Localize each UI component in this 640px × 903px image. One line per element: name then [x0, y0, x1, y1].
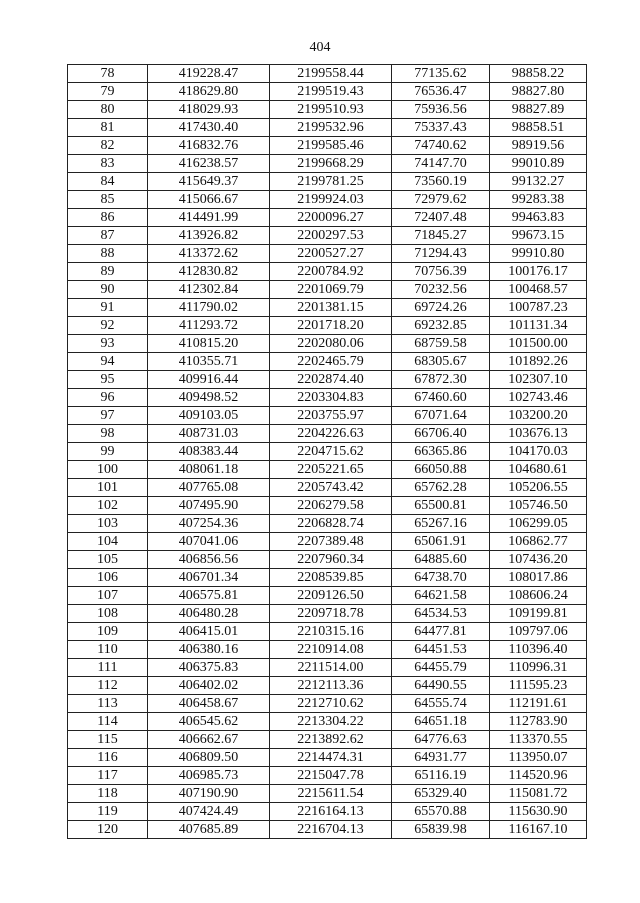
value-b-cell: 2200096.27	[270, 209, 392, 227]
table-row	[68, 173, 587, 191]
value-b-cell: 2199532.96	[270, 119, 392, 137]
value-a-cell: 412830.82	[148, 263, 270, 281]
point-number-cell: 110	[68, 641, 148, 659]
value-c-cell: 73560.19	[392, 173, 490, 191]
table-row	[68, 425, 587, 443]
value-b-cell: 2213892.62	[270, 731, 392, 749]
table-row	[68, 479, 587, 497]
table-row	[68, 227, 587, 245]
value-b-cell: 2199668.29	[270, 155, 392, 173]
value-b-cell: 2201718.20	[270, 317, 392, 335]
value-a-cell: 407424.49	[148, 803, 270, 821]
point-number-cell: 95	[68, 371, 148, 389]
value-a-cell: 409498.52	[148, 389, 270, 407]
coordinate-table-body	[68, 65, 587, 839]
value-b-cell: 2216164.13	[270, 803, 392, 821]
value-d-cell: 98919.56	[490, 137, 587, 155]
value-b-cell: 2210315.16	[270, 623, 392, 641]
value-d-cell: 110396.40	[490, 641, 587, 659]
value-b-cell: 2213304.22	[270, 713, 392, 731]
value-d-cell: 113950.07	[490, 749, 587, 767]
point-number-cell: 109	[68, 623, 148, 641]
value-a-cell: 416238.57	[148, 155, 270, 173]
table-row	[68, 443, 587, 461]
value-a-cell: 413926.82	[148, 227, 270, 245]
table-row	[68, 137, 587, 155]
coordinate-table	[67, 64, 587, 839]
value-a-cell: 418029.93	[148, 101, 270, 119]
value-c-cell: 69724.26	[392, 299, 490, 317]
point-number-cell: 90	[68, 281, 148, 299]
point-number-cell: 96	[68, 389, 148, 407]
value-c-cell: 74147.70	[392, 155, 490, 173]
value-b-cell: 2202874.40	[270, 371, 392, 389]
table-row	[68, 569, 587, 587]
value-d-cell: 109797.06	[490, 623, 587, 641]
point-number-cell: 79	[68, 83, 148, 101]
value-a-cell: 415066.67	[148, 191, 270, 209]
point-number-cell: 113	[68, 695, 148, 713]
table-row	[68, 65, 587, 83]
value-d-cell: 108017.86	[490, 569, 587, 587]
value-d-cell: 99283.38	[490, 191, 587, 209]
value-a-cell: 406545.62	[148, 713, 270, 731]
value-b-cell: 2215047.78	[270, 767, 392, 785]
value-a-cell: 411790.02	[148, 299, 270, 317]
value-b-cell: 2204715.62	[270, 443, 392, 461]
table-row	[68, 209, 587, 227]
value-c-cell: 64555.74	[392, 695, 490, 713]
table-row	[68, 533, 587, 551]
value-d-cell: 101131.34	[490, 317, 587, 335]
table-row	[68, 263, 587, 281]
point-number-cell: 89	[68, 263, 148, 281]
table-row	[68, 191, 587, 209]
point-number-cell: 82	[68, 137, 148, 155]
value-d-cell: 100176.17	[490, 263, 587, 281]
value-b-cell: 2203755.97	[270, 407, 392, 425]
value-d-cell: 99910.80	[490, 245, 587, 263]
point-number-cell: 80	[68, 101, 148, 119]
value-c-cell: 65061.91	[392, 533, 490, 551]
value-c-cell: 65762.28	[392, 479, 490, 497]
value-b-cell: 2207960.34	[270, 551, 392, 569]
value-c-cell: 64738.70	[392, 569, 490, 587]
value-a-cell: 408383.44	[148, 443, 270, 461]
table-row	[68, 551, 587, 569]
point-number-cell: 100	[68, 461, 148, 479]
point-number-cell: 119	[68, 803, 148, 821]
value-c-cell: 65267.16	[392, 515, 490, 533]
table-row	[68, 83, 587, 101]
point-number-cell: 78	[68, 65, 148, 83]
value-d-cell: 115630.90	[490, 803, 587, 821]
value-d-cell: 98858.51	[490, 119, 587, 137]
value-b-cell: 2200784.92	[270, 263, 392, 281]
point-number-cell: 81	[68, 119, 148, 137]
value-a-cell: 407495.90	[148, 497, 270, 515]
value-d-cell: 99132.27	[490, 173, 587, 191]
table-row	[68, 101, 587, 119]
point-number-cell: 118	[68, 785, 148, 803]
page-number: 404	[309, 40, 331, 55]
value-a-cell: 406375.83	[148, 659, 270, 677]
table-row	[68, 785, 587, 803]
value-b-cell: 2199781.25	[270, 173, 392, 191]
value-d-cell: 100787.23	[490, 299, 587, 317]
table-row	[68, 335, 587, 353]
value-a-cell: 406701.34	[148, 569, 270, 587]
value-b-cell: 2199924.03	[270, 191, 392, 209]
value-b-cell: 2205221.65	[270, 461, 392, 479]
value-b-cell: 2199519.43	[270, 83, 392, 101]
point-number-cell: 98	[68, 425, 148, 443]
value-c-cell: 68759.58	[392, 335, 490, 353]
value-d-cell: 106299.05	[490, 515, 587, 533]
value-d-cell: 100468.57	[490, 281, 587, 299]
value-c-cell: 71845.27	[392, 227, 490, 245]
value-a-cell: 419228.47	[148, 65, 270, 83]
table-row	[68, 605, 587, 623]
value-d-cell: 115081.72	[490, 785, 587, 803]
value-b-cell: 2201069.79	[270, 281, 392, 299]
value-a-cell: 412302.84	[148, 281, 270, 299]
table-row	[68, 353, 587, 371]
value-d-cell: 99010.89	[490, 155, 587, 173]
value-b-cell: 2208539.85	[270, 569, 392, 587]
table-row	[68, 821, 587, 839]
point-number-cell: 108	[68, 605, 148, 623]
value-b-cell: 2202465.79	[270, 353, 392, 371]
value-c-cell: 65570.88	[392, 803, 490, 821]
table-row	[68, 245, 587, 263]
table-row	[68, 677, 587, 695]
value-b-cell: 2206279.58	[270, 497, 392, 515]
value-b-cell: 2202080.06	[270, 335, 392, 353]
value-a-cell: 406380.16	[148, 641, 270, 659]
value-c-cell: 67071.64	[392, 407, 490, 425]
point-number-cell: 91	[68, 299, 148, 317]
table-row	[68, 641, 587, 659]
table-row	[68, 389, 587, 407]
value-d-cell: 99463.83	[490, 209, 587, 227]
value-a-cell: 408061.18	[148, 461, 270, 479]
value-c-cell: 66050.88	[392, 461, 490, 479]
value-c-cell: 65116.19	[392, 767, 490, 785]
point-number-cell: 87	[68, 227, 148, 245]
value-d-cell: 98858.22	[490, 65, 587, 83]
value-c-cell: 64931.77	[392, 749, 490, 767]
value-a-cell: 407254.36	[148, 515, 270, 533]
value-c-cell: 70756.39	[392, 263, 490, 281]
point-number-cell: 94	[68, 353, 148, 371]
value-d-cell: 103676.13	[490, 425, 587, 443]
value-b-cell: 2209126.50	[270, 587, 392, 605]
value-c-cell: 72979.62	[392, 191, 490, 209]
value-a-cell: 406480.28	[148, 605, 270, 623]
value-c-cell: 64477.81	[392, 623, 490, 641]
value-c-cell: 65329.40	[392, 785, 490, 803]
value-c-cell: 64490.55	[392, 677, 490, 695]
point-number-cell: 115	[68, 731, 148, 749]
table-row	[68, 515, 587, 533]
value-c-cell: 67872.30	[392, 371, 490, 389]
table-row	[68, 659, 587, 677]
value-d-cell: 114520.96	[490, 767, 587, 785]
value-b-cell: 2216704.13	[270, 821, 392, 839]
point-number-cell: 107	[68, 587, 148, 605]
table-row	[68, 749, 587, 767]
value-b-cell: 2199585.46	[270, 137, 392, 155]
value-c-cell: 70232.56	[392, 281, 490, 299]
value-a-cell: 410815.20	[148, 335, 270, 353]
value-d-cell: 116167.10	[490, 821, 587, 839]
value-d-cell: 105206.55	[490, 479, 587, 497]
point-number-cell: 116	[68, 749, 148, 767]
table-row	[68, 731, 587, 749]
value-d-cell: 102743.46	[490, 389, 587, 407]
point-number-cell: 86	[68, 209, 148, 227]
value-d-cell: 112783.90	[490, 713, 587, 731]
value-c-cell: 66706.40	[392, 425, 490, 443]
value-d-cell: 101892.26	[490, 353, 587, 371]
value-c-cell: 75337.43	[392, 119, 490, 137]
value-b-cell: 2205743.42	[270, 479, 392, 497]
table-row	[68, 587, 587, 605]
value-b-cell: 2201381.15	[270, 299, 392, 317]
value-c-cell: 66365.86	[392, 443, 490, 461]
value-b-cell: 2206828.74	[270, 515, 392, 533]
value-b-cell: 2214474.31	[270, 749, 392, 767]
point-number-cell: 88	[68, 245, 148, 263]
value-b-cell: 2200527.27	[270, 245, 392, 263]
value-a-cell: 406402.02	[148, 677, 270, 695]
value-b-cell: 2199510.93	[270, 101, 392, 119]
point-number-cell: 103	[68, 515, 148, 533]
value-a-cell: 406575.81	[148, 587, 270, 605]
point-number-cell: 97	[68, 407, 148, 425]
value-a-cell: 406415.01	[148, 623, 270, 641]
value-b-cell: 2207389.48	[270, 533, 392, 551]
value-d-cell: 103200.20	[490, 407, 587, 425]
value-b-cell: 2212113.36	[270, 677, 392, 695]
value-c-cell: 77135.62	[392, 65, 490, 83]
value-a-cell: 407041.06	[148, 533, 270, 551]
value-a-cell: 409916.44	[148, 371, 270, 389]
value-c-cell: 64885.60	[392, 551, 490, 569]
value-d-cell: 105746.50	[490, 497, 587, 515]
point-number-cell: 92	[68, 317, 148, 335]
table-row	[68, 371, 587, 389]
value-a-cell: 407765.08	[148, 479, 270, 497]
table-row	[68, 767, 587, 785]
value-a-cell: 409103.05	[148, 407, 270, 425]
table-row	[68, 461, 587, 479]
value-c-cell: 75936.56	[392, 101, 490, 119]
value-c-cell: 69232.85	[392, 317, 490, 335]
point-number-cell: 106	[68, 569, 148, 587]
value-a-cell: 406662.67	[148, 731, 270, 749]
table-row	[68, 317, 587, 335]
table-row	[68, 119, 587, 137]
value-c-cell: 64534.53	[392, 605, 490, 623]
table-row	[68, 281, 587, 299]
value-c-cell: 64776.63	[392, 731, 490, 749]
point-number-cell: 93	[68, 335, 148, 353]
value-b-cell: 2200297.53	[270, 227, 392, 245]
value-c-cell: 64651.18	[392, 713, 490, 731]
table-row	[68, 299, 587, 317]
value-b-cell: 2209718.78	[270, 605, 392, 623]
value-c-cell: 76536.47	[392, 83, 490, 101]
value-d-cell: 102307.10	[490, 371, 587, 389]
value-c-cell: 71294.43	[392, 245, 490, 263]
value-d-cell: 112191.61	[490, 695, 587, 713]
value-a-cell: 416832.76	[148, 137, 270, 155]
value-b-cell: 2199558.44	[270, 65, 392, 83]
value-a-cell: 406985.73	[148, 767, 270, 785]
value-a-cell: 407190.90	[148, 785, 270, 803]
value-a-cell: 406458.67	[148, 695, 270, 713]
point-number-cell: 83	[68, 155, 148, 173]
table-row	[68, 407, 587, 425]
value-a-cell: 413372.62	[148, 245, 270, 263]
value-d-cell: 104170.03	[490, 443, 587, 461]
value-d-cell: 113370.55	[490, 731, 587, 749]
point-number-cell: 102	[68, 497, 148, 515]
value-d-cell: 98827.89	[490, 101, 587, 119]
value-d-cell: 101500.00	[490, 335, 587, 353]
table-row	[68, 497, 587, 515]
point-number-cell: 117	[68, 767, 148, 785]
value-d-cell: 104680.61	[490, 461, 587, 479]
value-d-cell: 109199.81	[490, 605, 587, 623]
value-a-cell: 410355.71	[148, 353, 270, 371]
value-d-cell: 110996.31	[490, 659, 587, 677]
value-b-cell: 2211514.00	[270, 659, 392, 677]
point-number-cell: 111	[68, 659, 148, 677]
point-number-cell: 99	[68, 443, 148, 461]
value-a-cell: 414491.99	[148, 209, 270, 227]
value-a-cell: 415649.37	[148, 173, 270, 191]
value-d-cell: 98827.80	[490, 83, 587, 101]
point-number-cell: 112	[68, 677, 148, 695]
value-d-cell: 99673.15	[490, 227, 587, 245]
value-a-cell: 411293.72	[148, 317, 270, 335]
value-b-cell: 2212710.62	[270, 695, 392, 713]
value-c-cell: 64621.58	[392, 587, 490, 605]
point-number-cell: 85	[68, 191, 148, 209]
value-c-cell: 65839.98	[392, 821, 490, 839]
point-number-cell: 120	[68, 821, 148, 839]
value-b-cell: 2203304.83	[270, 389, 392, 407]
value-b-cell: 2210914.08	[270, 641, 392, 659]
value-d-cell: 107436.20	[490, 551, 587, 569]
value-a-cell: 418629.80	[148, 83, 270, 101]
point-number-cell: 84	[68, 173, 148, 191]
value-d-cell: 108606.24	[490, 587, 587, 605]
value-a-cell: 408731.03	[148, 425, 270, 443]
table-row	[68, 713, 587, 731]
point-number-cell: 114	[68, 713, 148, 731]
value-a-cell: 406809.50	[148, 749, 270, 767]
point-number-cell: 101	[68, 479, 148, 497]
value-c-cell: 65500.81	[392, 497, 490, 515]
table-row	[68, 695, 587, 713]
value-c-cell: 67460.60	[392, 389, 490, 407]
value-b-cell: 2215611.54	[270, 785, 392, 803]
table-row	[68, 155, 587, 173]
value-a-cell: 417430.40	[148, 119, 270, 137]
value-c-cell: 64455.79	[392, 659, 490, 677]
value-c-cell: 74740.62	[392, 137, 490, 155]
point-number-cell: 104	[68, 533, 148, 551]
value-a-cell: 406856.56	[148, 551, 270, 569]
value-a-cell: 407685.89	[148, 821, 270, 839]
value-b-cell: 2204226.63	[270, 425, 392, 443]
value-d-cell: 111595.23	[490, 677, 587, 695]
value-d-cell: 106862.77	[490, 533, 587, 551]
value-c-cell: 72407.48	[392, 209, 490, 227]
value-c-cell: 64451.53	[392, 641, 490, 659]
table-row	[68, 803, 587, 821]
point-number-cell: 105	[68, 551, 148, 569]
value-c-cell: 68305.67	[392, 353, 490, 371]
table-row	[68, 623, 587, 641]
